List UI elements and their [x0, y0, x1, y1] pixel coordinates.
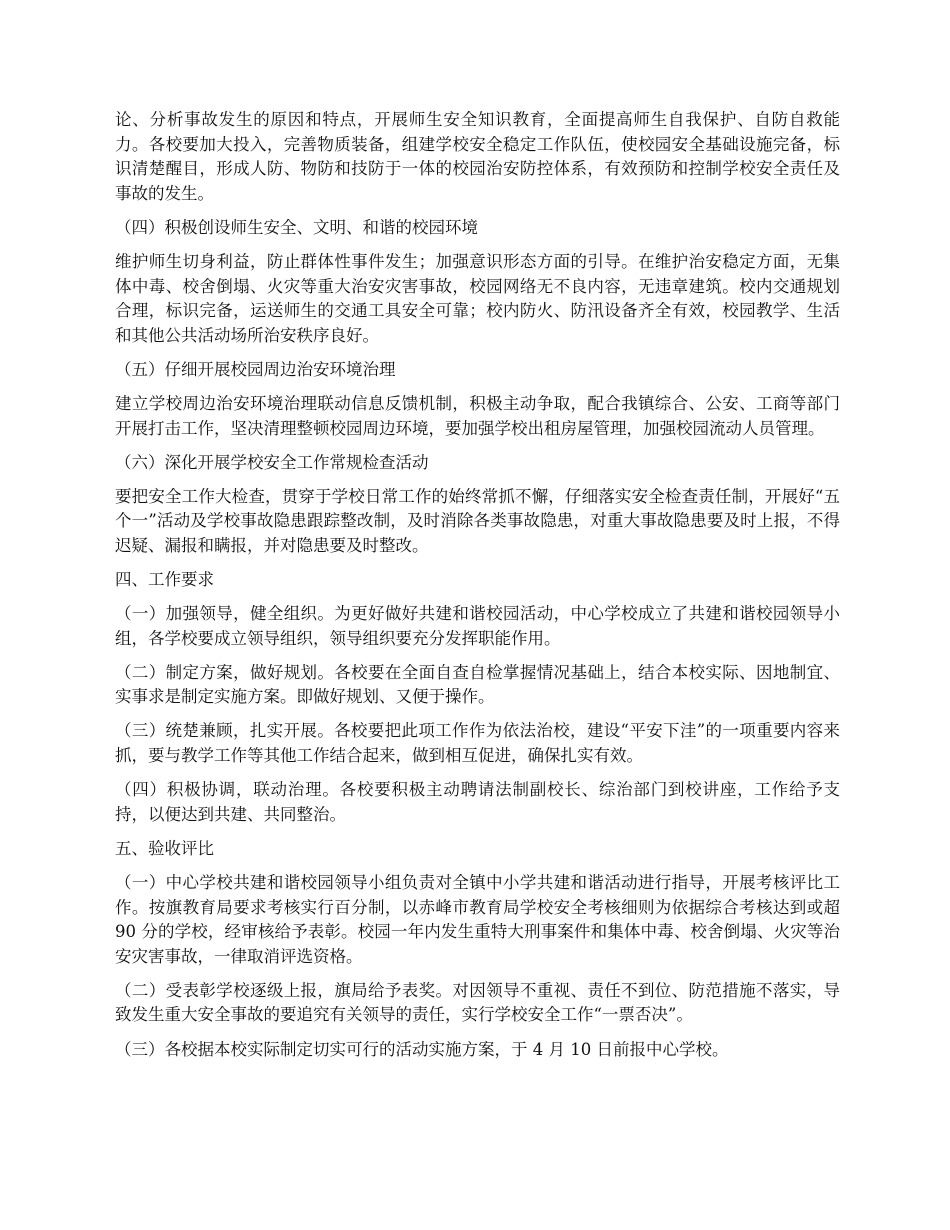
section-heading: （六）深化开展学校安全工作常规检查活动	[115, 452, 429, 472]
body-paragraph: 建立学校周边治安环境治理联动信息反馈机制，积极主动争取，配合我镇综合、公安、工商等部门开展打击工作，坚决清理整顿校园周边环境，要加强学校出租房屋管理，加强校园流动人员管理。	[115, 393, 840, 438]
section-heading: 五、验收评比	[115, 838, 214, 858]
body-paragraph: 论、分析事故发生的原因和特点，开展师生安全知识教育，全面提高师生自我保护、自防自救能力。各校要加大投入，完善物质装备，组建学校安全稳定工作队伍，使校园安全基础设施完备，标识清楚醒目，形成人防、物防和技防于一体的校园治安防控体系，有效预防和控制学校安全责任及事故的发生。	[115, 110, 840, 203]
body-paragraph: （三）统楚兼顾，扎实开展。各校要把此项工作作为依法治校，建设“平安下洼”的一项重要内容来抓，要与教学工作等其他工作结合起来，做到相互促进，确保扎实有效。	[115, 721, 840, 766]
body-paragraph: （二）制定方案，做好规划。各校要在全面自查自检掌握情况基础上，结合本校实际、因地制宜、实事求是制定实施方案。即做好规划、又便于操作。	[115, 662, 840, 707]
document-page	[115, 108, 840, 1072]
section-heading: （五）仔细开展校园周边治安环境治理	[115, 359, 396, 379]
section-heading: 四、工作要求	[115, 570, 214, 589]
body-paragraph: （二）受表彰学校逐级上报，旗局给予表奖。对因领导不重视、责任不到位、防范措施不落实，导致发生重大安全事故的要追究有关领导的责任，实行学校安全工作“一票否决”。	[115, 980, 840, 1025]
body-paragraph: （四）积极协调，联动治理。各校要积极主动聘请法制副校长、综治部门到校讲座，工作给予支持，以便达到共建、共同整治。	[115, 780, 840, 824]
section-heading: （四）积极创设师生安全、文明、和谐的校园环境	[115, 217, 478, 237]
body-paragraph: （一）加强领导，健全组织。为更好做好共建和谐校园活动，中心学校成立了共建和谐校园领导小组，各学校要成立领导组织，领导组织要充分发挥职能作用。	[115, 604, 840, 648]
body-paragraph: （一）中心学校共建和谐校园领导小组负责对全镇中小学共建和谐活动进行指导，开展考核评比工作。按旗教育局要求考核实行百分制，以赤峰市教育局学校安全考核细则为依据综合考核达到或超 90 分的学校，经审核给予表彰。校园一年内发生重特大刑事案件和集体中毒、校舍倒塌、火灾等治安灾害事故，一律取消评选资格。	[115, 872, 840, 966]
body-paragraph: （三）各校据本校实际制定切实可行的活动实施方案，于 4 月 10 日前报中心学校。	[115, 1039, 729, 1059]
body-paragraph: 要把安全工作大检查，贯穿于学校日常工作的始终常抓不懈，仔细落实安全检查责任制，开展好“五个一”活动及学校事故隐患跟踪整改制，及时消除各类事故隐患，对重大事故隐患要及时上报，不得迟疑、漏报和瞒报，并对隐患要及时整改。	[115, 486, 840, 555]
body-paragraph: 维护师生切身利益，防止群体性事件发生；加强意识形态方面的引导。在维护治安稳定方面，无集体中毒、校舍倒塌、火灾等重大治安灾害事故，校园网络无不良内容，无违章建筑。校内交通规划合理，标识完备，运送师生的交通工具安全可靠；校内防火、防汛设备齐全有效，校园教学、生活和其他公共活动场所治安秩序良好。	[115, 251, 840, 345]
